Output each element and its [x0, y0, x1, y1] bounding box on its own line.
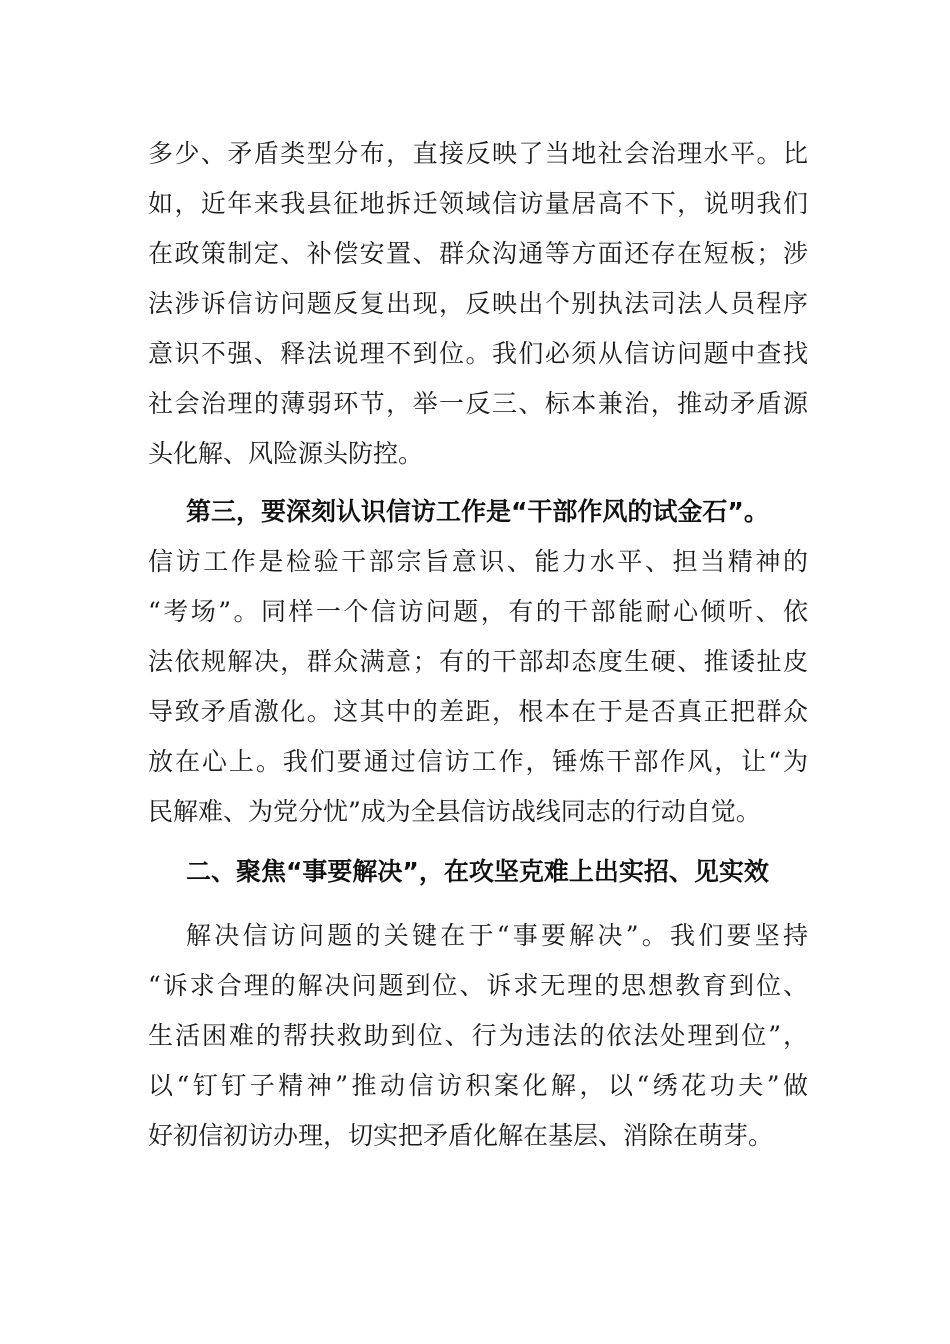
paragraph-line: 法涉诉信访问题反复出现，反映出个别执法司法人员程序 [148, 289, 808, 318]
paragraph-line: “考场”。同样一个信访问题，有的干部能耐心倾听、依 [148, 597, 808, 626]
paragraph-line: 在政策制定、补偿安置、群众沟通等方面还存在短板；涉 [148, 239, 808, 268]
section-heading: 二、聚焦“事要解决”，在攻坚克难上出实招、见实效 [186, 857, 769, 886]
paragraph-line: 以“钉钉子精神”推动信访积案化解，以“绣花功夫”做 [148, 1071, 808, 1100]
paragraph-line: 法依规解决，群众满意；有的干部却态度生硬、推诿扯皮 [148, 647, 808, 676]
paragraph-line: 好初信初访办理，切实把矛盾化解在基层、消除在萌芽。 [148, 1121, 774, 1150]
paragraph-line: 放在心上。我们要通过信访工作，锤炼干部作风，让“为 [148, 747, 808, 776]
paragraph-line: 如，近年来我县征地拆迁领域信访量居高不下，说明我们 [148, 189, 808, 218]
paragraph-line: 社会治理的薄弱环节，举一反三、标本兼治，推动矛盾源 [148, 389, 808, 418]
paragraph-line: 解决信访问题的关键在于“事要解决”。我们要坚持 [186, 921, 808, 950]
paragraph-line: 生活困难的帮扶救助到位、行为违法的依法处理到位”， [148, 1021, 808, 1050]
paragraph-line: 民解难、为党分忧”成为全县信访战线同志的行动自觉。 [148, 797, 761, 826]
paragraph-line: “诉求合理的解决问题到位、诉求无理的思想教育到位、 [148, 971, 808, 1000]
paragraph-line: 意识不强、释法说理不到位。我们必须从信访问题中查找 [148, 339, 808, 368]
paragraph-line: 信访工作是检验干部宗旨意识、能力水平、担当精神的 [148, 547, 808, 576]
paragraph-line: 多少、矛盾类型分布，直接反映了当地社会治理水平。比 [148, 139, 808, 168]
paragraph-line: 头化解、风险源头防控。 [148, 439, 424, 468]
paragraph-heading-third: 第三，要深刻认识信访工作是“干部作风的试金石”。 [186, 497, 769, 526]
paragraph-line: 导致矛盾激化。这其中的差距，根本在于是否真正把群众 [148, 697, 808, 726]
